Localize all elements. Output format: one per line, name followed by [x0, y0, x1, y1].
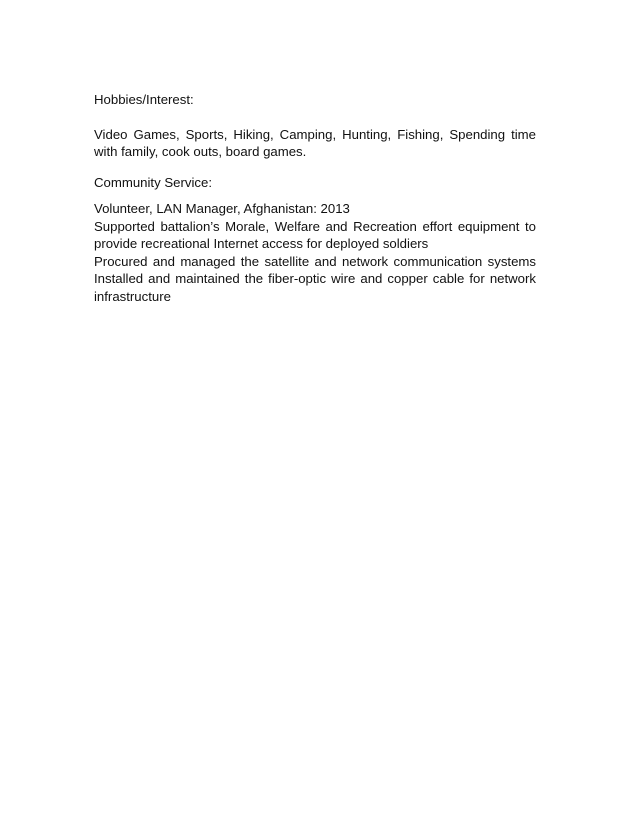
document-body	[94, 91, 536, 305]
community-line: Supported battalion’s Morale, Welfare and Recreation effort equipment to	[94, 218, 536, 234]
hobbies-line: Video Games, Sports, Hiking, Camping, Hunting, Fishing, Spending time	[94, 126, 536, 142]
community-service-heading: Community Service:	[94, 174, 212, 190]
community-line: Procured and managed the satellite and network communication systems	[94, 253, 536, 269]
community-line: provide recreational Internet access for deployed soldiers	[94, 236, 429, 251]
hobbies-heading: Hobbies/Interest:	[94, 92, 194, 107]
community-line: Volunteer, LAN Manager, Afghanistan: 2013	[94, 201, 350, 216]
hobbies-paragraph	[94, 126, 536, 161]
hobbies-line: with family, cook outs, board games.	[94, 144, 307, 159]
community-line: infrastructure	[94, 288, 171, 304]
community-line: Installed and maintained the fiber-optic wire and copper cable for network	[94, 271, 536, 286]
community-service-paragraph	[94, 200, 536, 305]
